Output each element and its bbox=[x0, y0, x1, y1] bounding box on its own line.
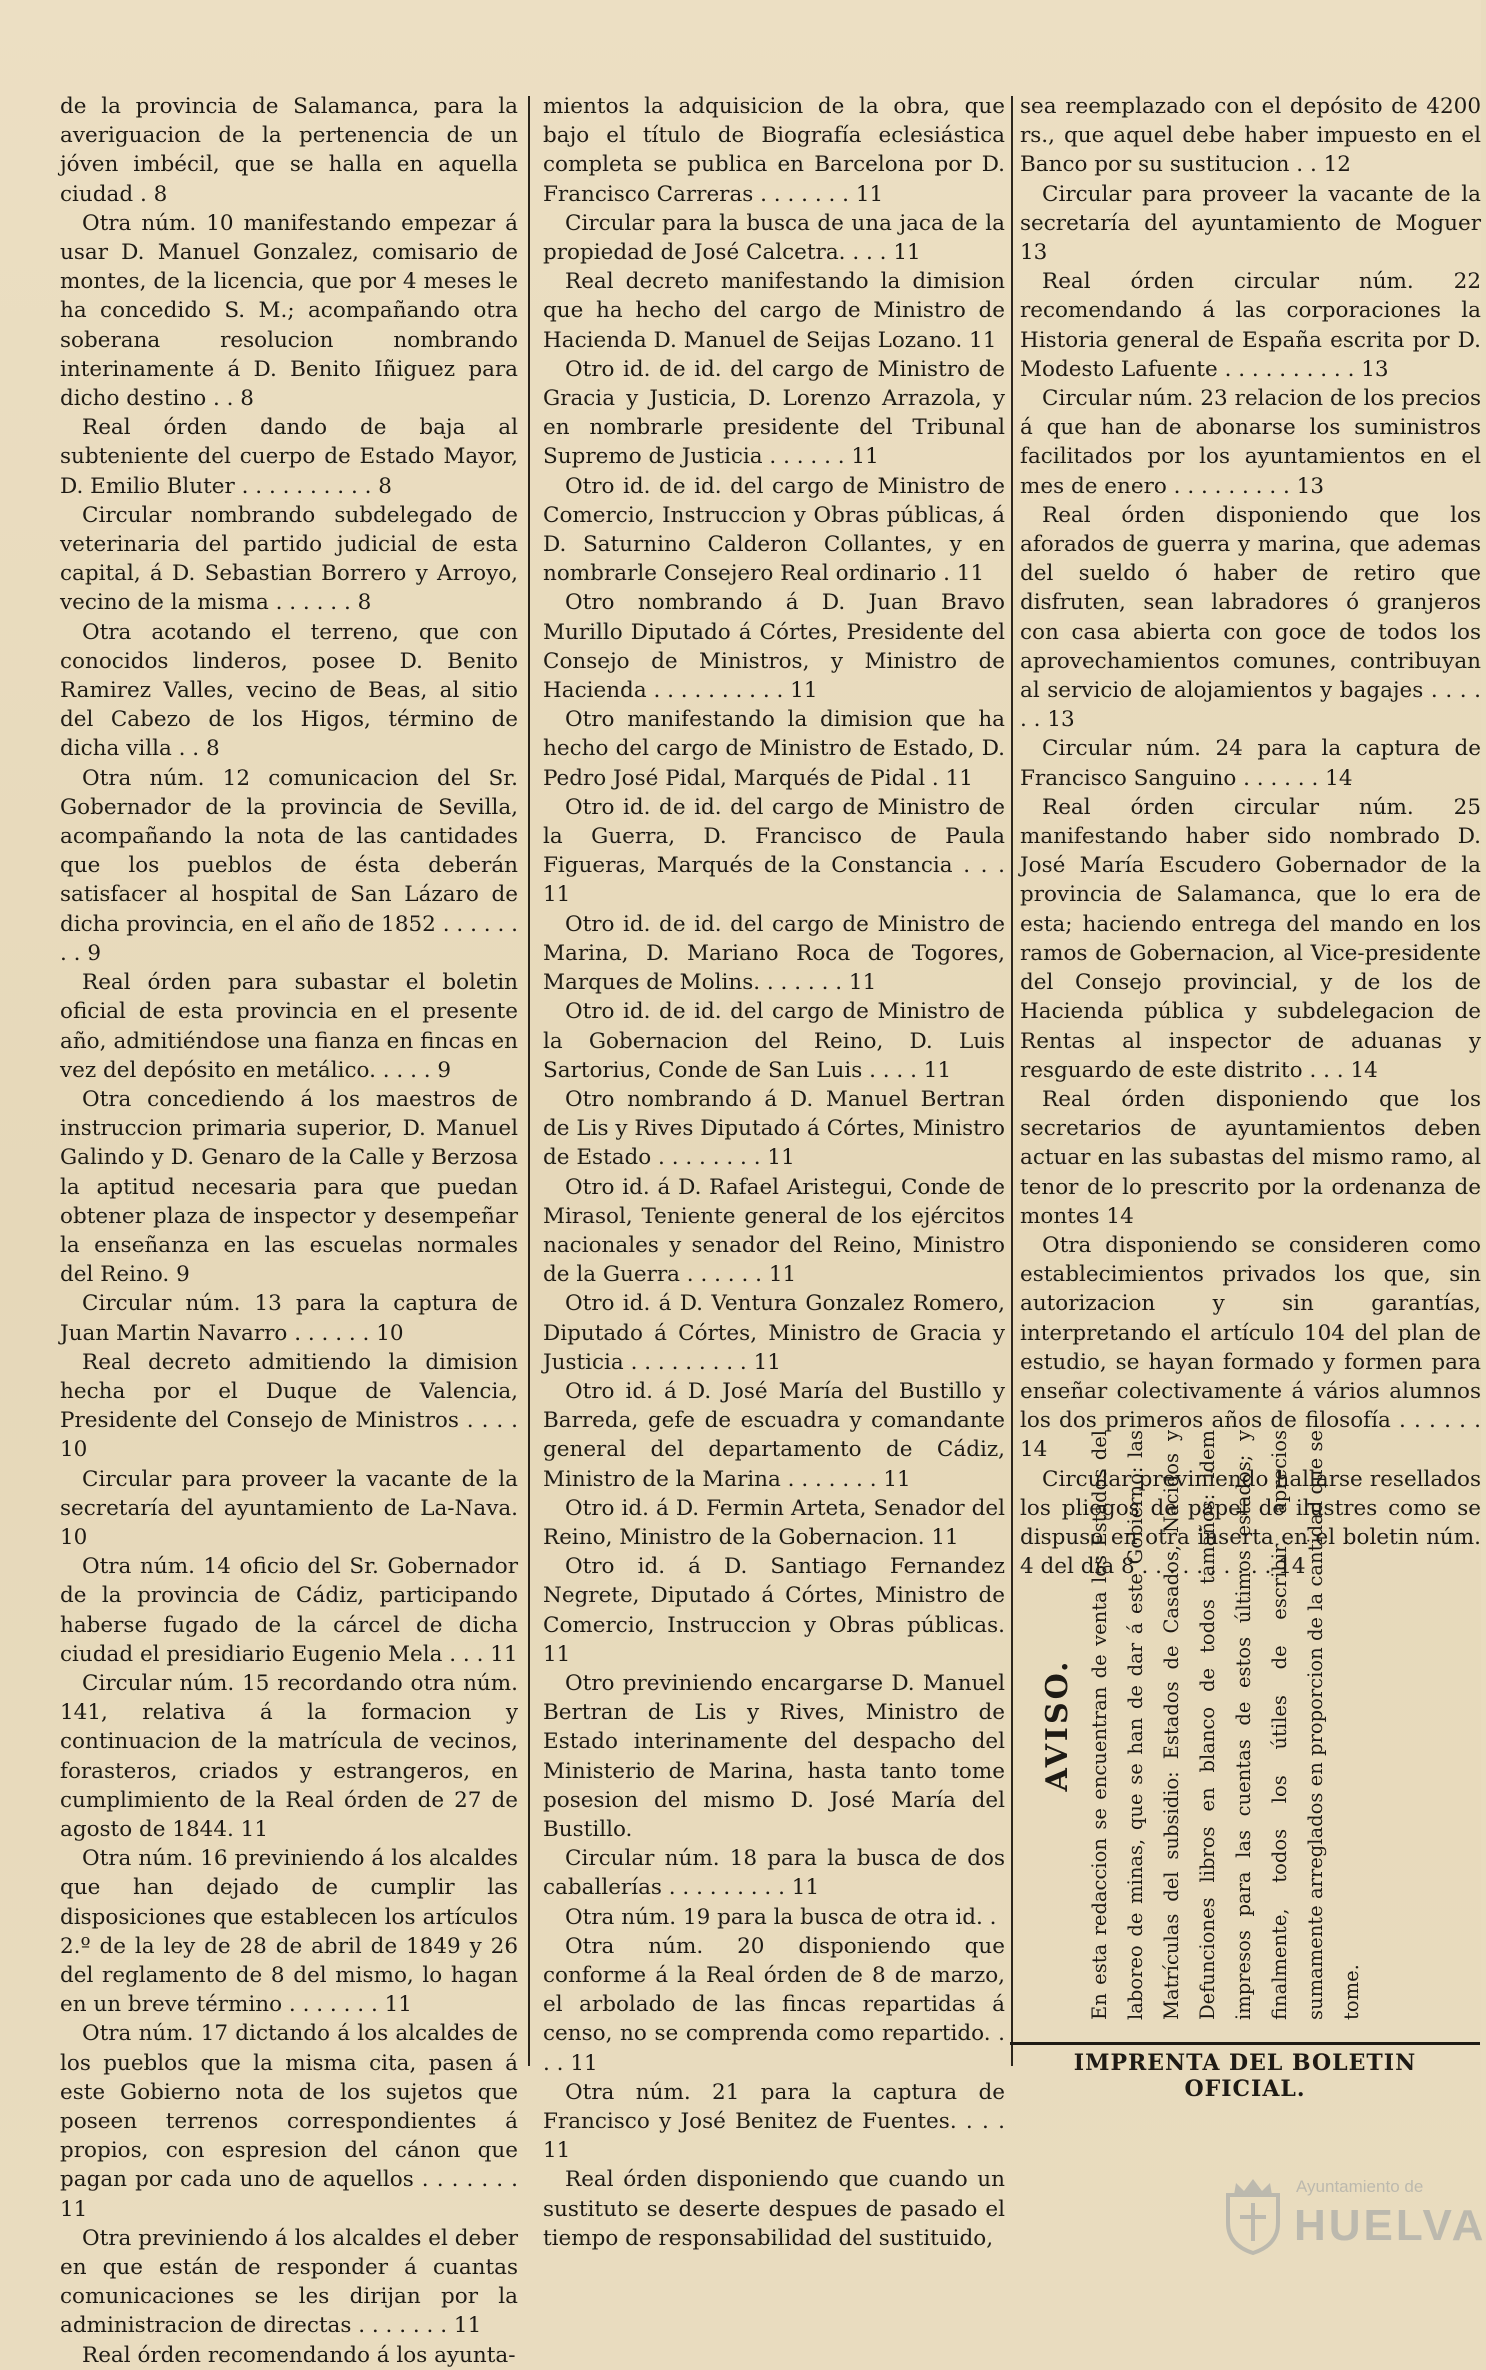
index-entry: Otro id. de id. del cargo de Ministro de Gracia y Justicia, D. Lorenzo Arrazola, y en nombrarle presidente del Tribunal Supremo de Justicia . . . . . . 11 bbox=[543, 356, 1005, 470]
index-entry: Circular nombrando subdelegado de veterinaria del partido judicial de esta capital, á D. Sebastian Borrero y Arroyo, vecino de la misma . . . . . . 8 bbox=[60, 502, 518, 616]
watermark-line-1: Ayuntamiento de bbox=[1296, 2177, 1424, 2196]
index-entry: Circular para la busca de una jaca de la propiedad de José Calcetra. . . . 11 bbox=[543, 210, 1005, 266]
index-entry: Otra núm. 17 dictando á los alcaldes de los pueblos que la misma cita, pasen á este Gobierno nota de los sujetos que poseen terrenos correspondientes á propios, con espresion del cánon que pagan por cada uno de aquellos . . . . . . . 11 bbox=[60, 2021, 518, 2222]
index-entry: Otro id. á D. Santiago Fernandez Negrete, Diputado á Córtes, Ministro de Comercio, Instruccion y Obras públicas. 11 bbox=[543, 1554, 1005, 1667]
index-entry: Real decreto admitiendo la dimision hecha por el Duque de Valencia, Presidente del Consejo de Ministros . . . . 10 bbox=[60, 1349, 518, 1463]
printer-imprint: IMPRENTA DEL BOLETIN OFICIAL. bbox=[1073, 2050, 1417, 2102]
index-entry: Otro id. á D. Rafael Aristegui, Conde de Mirasol, Teniente general de los ejércitos nacionales y senador del Reino, Ministro de la Guerra . . . . . . 11 bbox=[543, 1174, 1005, 1288]
index-entry: Otra núm. 19 para la busca de otra id. . bbox=[565, 1904, 997, 1930]
index-entry: Real órden para subastar el boletin oficial de esta provincia en el presente año, admitiéndose una fianza en fincas en vez del depósito en metálico. . . . . 9 bbox=[60, 970, 518, 1083]
index-entry: Real órden dando de baja al subteniente del cuerpo de Estado Mayor, D. Emilio Bluter . . . . . . . . . . 8 bbox=[60, 415, 518, 499]
index-entry: Circular núm. 23 relacion de los precios á que han de abonarse los suministros facilitados por los ayuntamientos en el mes de enero . . . . . . . . . 13 bbox=[1020, 386, 1481, 499]
index-entry: Otro previniendo encargarse D. Manuel Bertran de Lis y Rives, Ministro de Estado interinamente del despacho del Ministerio de Marina, hasta tanto tome posesion del mismo D. José María del Bustillo. bbox=[543, 1670, 1005, 1842]
imprint-rule bbox=[1010, 2042, 1480, 2045]
index-entry: Otro nombrando á D. Juan Bravo Murillo Diputado á Córtes, Presidente del Consejo de Ministros, y Ministro de Hacienda . . . . . . . . . . 11 bbox=[543, 590, 1005, 704]
text-column-1 bbox=[60, 92, 518, 2368]
index-entry: Otra núm. 14 oficio del Sr. Gobernador de la provincia de Cádiz, participando haberse fugado de la cárcel de dicha ciudad el presidiario Eugenio Mela . . . 11 bbox=[60, 1554, 518, 1667]
watermark-line-2: HUELVA bbox=[1294, 2201, 1486, 2250]
index-entry: Otra acotando el terreno, que con conocidos linderos, posee D. Benito Ramirez Valles, vecino de Beas, al sitio del Cabezo de los Higos, término de dicha villa . . 8 bbox=[60, 619, 518, 762]
index-entry: Real órden recomendando á los ayunta- bbox=[82, 2342, 516, 2368]
index-entry: Otro id. á D. Fermin Arteta, Senador del Reino, Ministro de la Gobernacion. 11 bbox=[543, 1495, 1005, 1550]
index-entry: Otra núm. 10 manifestando empezar á usar D. Manuel Gonzalez, comisario de montes, de la licencia, que por 4 meses le ha concedido S. M.; acompañando otra soberana resolucion nombrando interinamente á D. Benito Iñiguez para dicho destino . . 8 bbox=[60, 210, 518, 412]
index-entry: Real órden disponiendo que los secretarios de ayuntamientos deben actuar en las subastas del mismo ramo, al tenor de lo prescrito por la ordenanza de montes 14 bbox=[1020, 1086, 1481, 1229]
text-column-2 bbox=[543, 92, 1005, 2251]
index-entry: Otra previniendo á los alcaldes el deber en que están de responder á cuantas comunicaciones se les dirijan por la administracion de directas . . . . . . . 11 bbox=[60, 2225, 518, 2339]
index-entry: Real decreto manifestando la dimision que ha hecho del cargo de Ministro de Hacienda D. Manuel de Seijas Lozano. 11 bbox=[543, 269, 1005, 353]
index-entry: Otro manifestando la dimision que ha hecho del cargo de Ministro de Estado, D. Pedro José Pidal, Marqués de Pidal . 11 bbox=[543, 707, 1005, 791]
index-entry: Otro id. á D. Ventura Gonzalez Romero, Diputado á Córtes, Ministro de Gracia y Justicia . . . . . . . . . 11 bbox=[543, 1291, 1005, 1375]
index-entry: Otro nombrando á D. Manuel Bertran de Lis y Rives Diputado á Córtes, Ministro de Estado . . . . . . . . 11 bbox=[543, 1086, 1005, 1171]
column-divider bbox=[528, 96, 530, 2066]
index-entry: Circular previniendo hallarse resellados los pliegos de papel de ilustres como se dispuso en otra inserta en el boletin núm. 4 del dia 8 . . . . . . . . . . 14 bbox=[1020, 1466, 1481, 1580]
index-entry: Circular núm. 15 recordando otra núm. 141, relativa á la formacion y continuacion de la matrícula de vecinos, forasteros, criados y estrangeros, en cumplimiento de la Real órden de 27 de agosto de 1844. 11 bbox=[60, 1670, 518, 1842]
index-entry: Circular para proveer la vacante de la secretaría del ayuntamiento de La-Nava. 10 bbox=[60, 1466, 518, 1550]
text-column-3 bbox=[1020, 92, 1481, 1580]
index-entry: mientos la adquisicion de la obra, que bajo el título de Biografía eclesiástica completa se publica en Barcelona por D. Francisco Carreras . . . . . . . 11 bbox=[543, 94, 1005, 207]
index-entry: Otra núm. 12 comunicacion del Sr. Gobernador de la provincia de Sevilla, acompañando la nota de las cantidades que los pueblos de ésta deberán satisfacer al hospital de San Lázaro de dicha provincia, en el año de 1852 . . . . . . . . 9 bbox=[60, 765, 518, 966]
index-entry: Otra núm. 21 para la captura de Francisco y José Benitez de Fuentes. . . . 11 bbox=[543, 2079, 1005, 2164]
index-entry: Otra núm. 20 disponiendo que conforme á la Real órden de 8 de marzo, el arbolado de las fincas repartidas á censo, no se comprenda como repartido. . . . 11 bbox=[543, 1933, 1005, 2076]
index-entry: Otro id. de id. del cargo de Ministro de Comercio, Instruccion y Obras públicas, á D. Saturnino Calderon Collantes, y en nombrarle Consejero Real ordinario . 11 bbox=[543, 473, 1005, 587]
index-entry: Circular para proveer la vacante de la secretaría del ayuntamiento de Moguer 13 bbox=[1020, 181, 1481, 266]
index-entry: Real órden disponiendo que cuando un sustituto se deserte despues de pasado el tiempo de responsabilidad del sustituido, bbox=[543, 2167, 1005, 2251]
index-entry: Otra disponiendo se consideren como establecimientos privados los que, sin autorizacion y sin garantías, interpretando el artículo 104 del plan de estudio, se hayan formado y formen para enseñar colectivamente á vários alumnos los dos primeros años de filosofía . . . . . . 14 bbox=[1020, 1232, 1481, 1463]
notice-body: En esta redaccion se encuentran de venta los Estados del laboreo de minas, que se han de dar á este Gobierno: las Matrículas del subsidio: Estados de Casados, Nacidos y Defunciones libros en blanco de todos tamaños: idem impresos para las cuentas de estos últimos estados; y finalmente, todos los útiles de escribir, aprecios sumamente arreglados en proporcion de la cantidad que se tome. bbox=[1088, 1430, 1363, 2020]
index-entry: Circular núm. 18 para la busca de dos caballerías . . . . . . . . . 11 bbox=[543, 1846, 1005, 1901]
index-entry: Otro id. de id. del cargo de Ministro de la Gobernacion del Reino, D. Luis Sartorius, Conde de San Luis . . . . 11 bbox=[543, 999, 1005, 1083]
notice-box bbox=[1030, 1422, 1470, 2028]
index-entry: Otra núm. 16 previniendo á los alcaldes que han dejado de cumplir las disposiciones que establecen los artículos 2.º de la ley de 28 de abril de 1849 y 26 del reglamento de 8 del mismo, lo hagan en un breve término . . . . . . . 11 bbox=[60, 1846, 518, 2018]
notice-rotated-text bbox=[1040, 1430, 1460, 2020]
index-entry: Circular núm. 24 para la captura de Francisco Sanguino . . . . . . 14 bbox=[1020, 736, 1481, 791]
index-entry: Circular núm. 13 para la captura de Juan Martin Navarro . . . . . . 10 bbox=[60, 1291, 518, 1346]
column-divider bbox=[1011, 96, 1013, 2066]
index-entry: sea reemplazado con el depósito de 4200 rs., que aquel debe haber impuesto en el Banco por su sustitucion . . 12 bbox=[1020, 94, 1481, 178]
notice-title: AVISO. bbox=[1040, 1658, 1075, 1792]
index-entry: de la provincia de Salamanca, para la averiguacion de la pertenencia de un jóven imbécil, que se halla en aquella ciudad . 8 bbox=[60, 94, 518, 207]
coat-of-arms-icon bbox=[1218, 2173, 1288, 2255]
index-entry: Real órden circular núm. 25 manifestando haber sido nombrado D. José María Escudero Gobernador de la provincia de Salamanca, que lo era de esta; haciendo entrega del mando en los ramos de Gobernacion, al Vice-presidente del Consejo provincial, y de los de Hacienda pública y subdelegacion de Rentas al inspector de aduanas y resguardo de este distrito . . . 14 bbox=[1020, 794, 1481, 1083]
index-entry: Otro id. de id. del cargo de Ministro de la Guerra, D. Francisco de Paula Figueras, Marqués de la Constancia . . . 11 bbox=[543, 794, 1005, 908]
index-entry: Otra concediendo á los maestros de instruccion primaria superior, D. Manuel Galindo y D. Genaro de la Calle y Berzosa la aptitud necesaria para que puedan obtener plaza de inspector y desempeñar la enseñanza en las escuelas normales del Reino. 9 bbox=[60, 1086, 518, 1288]
index-entry: Real órden circular núm. 22 recomendando á las corporaciones la Historia general de España escrita por D. Modesto Lafuente . . . . . . . . . . 13 bbox=[1020, 269, 1481, 382]
index-entry: Real órden disponiendo que los aforados de guerra y marina, que ademas del sueldo ó haber de retiro que disfruten, sean labradores ó granjeros con casa abierta con goce de todos los aprovechamientos comunes, contribuyan al servicio de alojamientos y bagajes . . . . . . 13 bbox=[1020, 502, 1481, 733]
index-entry: Otro id. de id. del cargo de Ministro de Marina, D. Mariano Roca de Togores, Marques de Molins. . . . . . . 11 bbox=[543, 911, 1005, 996]
watermark bbox=[1218, 2165, 1486, 2260]
index-entry: Otro id. á D. José María del Bustillo y Barreda, gefe de escuadra y comandante general del departamento de Cádiz, Ministro de la Marina . . . . . . . 11 bbox=[543, 1378, 1005, 1492]
